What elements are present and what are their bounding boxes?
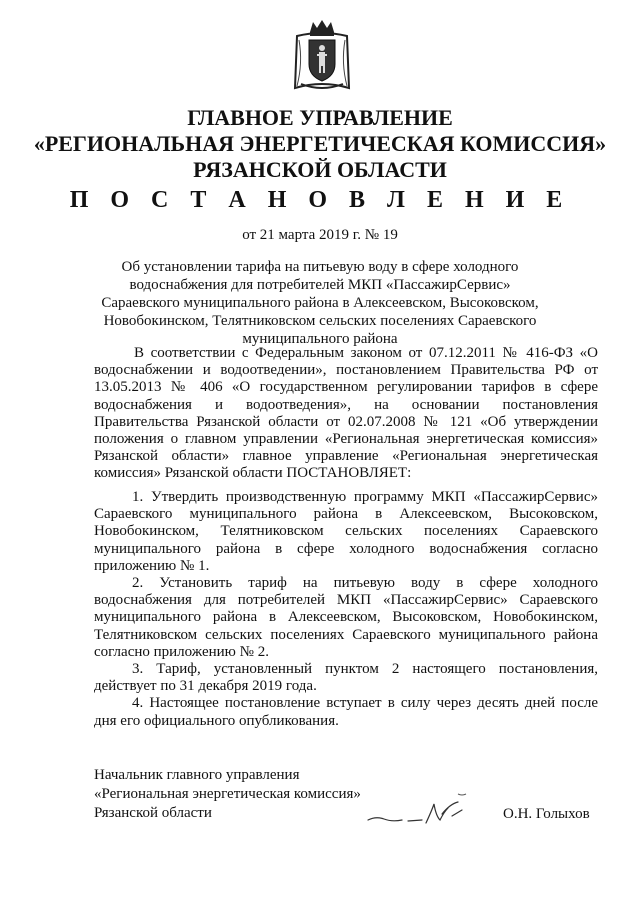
document-subject: Об установлении тарифа на питьевую воду в сфере холодного водоснабжения для потребителей МКП «ПассажирСервис» Сараевского муниципального района в Алексеевском, Высоковском, Новобокинском, Телятниковском сельских поселениях Сараевского муниципального района [101,259,539,347]
resolution-item-3: 3. Тариф, установленный пунктом 2 настоящего постановления, действует по 31 декабря 2019 года. [94,661,598,695]
resolution-items [94,489,598,730]
resolution-item-2: 2. Установить тариф на питьевую воду в сфере холодного водоснабжения для потребителей МКП «ПассажирСервис» Сараевского муниципального района в Алексеевском, Высоковском, Новобокинском, Телятниковском сельских поселениях Сараевского муниципального района согласно приложению № 2. [94,575,598,660]
resolution-item-4: 4. Настоящее постановление вступает в силу через десять дней после дня его официального опубликования. [94,695,598,729]
preamble-paragraph: В соответствии с Федеральным законом от 07.12.2011 № 416-ФЗ «О водоснабжении и водоотведении», постановлением Правительства РФ от 13.05.2013 № 406 «О государственном регулировании тарифов в сфере водоснабжения и водоотведения», на основании постановления Правительства Рязанской области от 02.07.2008 № 121 «Об утверждении положения о главном управлении «Региональная энергетическая комиссия» Рязанской области» главное управление «Региональная энергетическая комиссия» Рязанской области ПОСТАНОВЛЯЕТ: [94,345,598,482]
agency-name-line-1: ГЛАВНОЕ УПРАВЛЕНИЕ [187,105,453,130]
agency-name-line-2: «РЕГИОНАЛЬНАЯ ЭНЕРГЕТИЧЕСКАЯ КОМИССИЯ» [33,131,607,156]
resolution-item-1: 1. Утвердить производственную программу МКП «ПассажирСервис» Сараевского муниципального района в Алексеевском, Высоковском, Новобокинском, Телятниковском сельских поселениях Сараевского муниципального района в сфере холодного водоснабжения согласно приложению № 1. [94,489,598,574]
document-title: П О С Т А Н О В Л Е Н И Е [69,187,571,213]
signer-position-line-3: Рязанской области [94,805,212,821]
handwritten-signature [362,790,472,830]
document-dateline: от 21 марта 2019 г. № 19 [242,227,398,243]
signer-position-line-2: «Региональная энергетическая комиссия» [94,786,361,802]
coat-of-arms-icon [293,18,351,92]
signer-name: О.Н. Голыхов [503,806,590,822]
signer-position-line-1: Начальник главного управления [94,767,300,783]
agency-name-line-3: РЯЗАНСКОЙ ОБЛАСТИ [193,157,447,182]
